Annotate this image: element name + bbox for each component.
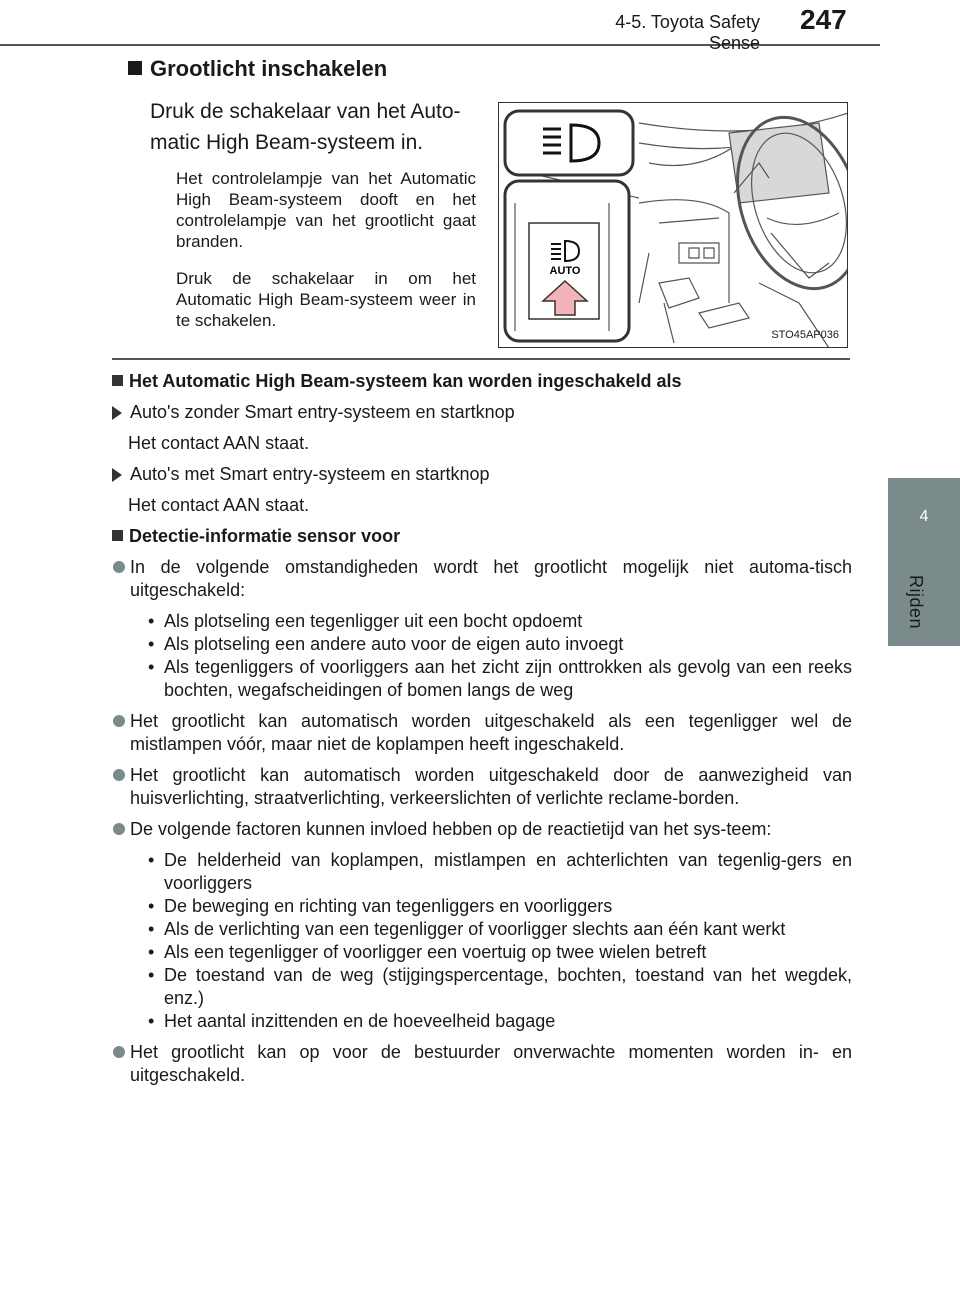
note-indicator: Het controlelampje van het Automatic High Beam-systeem dooft en het controlelampje van het grootlicht gaat branden. [176, 169, 476, 251]
sub-list-item: • Als de verlichting van een tegenligger of voorligger slechts aan één kant werkt [148, 918, 852, 941]
list-item: Het grootlicht kan automatisch worden uitgeschakeld als een tegenligger wel de mistlampen vóór, maar niet de koplampen heeft ingeschakeld. [112, 710, 852, 756]
arrow-bullet-icon [112, 468, 122, 482]
list-item: Het grootlicht kan automatisch worden uitgeschakeld door de aanwezigheid van huisverlichting, straatverlichting, verkeerslichten of verlichte reclame-borden. [112, 764, 852, 810]
chapter-number: 4 [919, 508, 929, 525]
square-bullet-icon [112, 375, 123, 386]
circle-bullet-icon [113, 1046, 125, 1058]
notes-content [112, 370, 852, 1095]
circle-bullet-icon [113, 715, 125, 727]
list-item: De volgende factoren kunnen invloed hebben op de reactietijd van het sys-teem: [112, 818, 852, 841]
circle-bullet-icon [113, 561, 125, 573]
arrow-bullet-icon [112, 406, 122, 420]
circle-bullet-icon [113, 823, 125, 835]
square-bullet-icon [128, 61, 142, 75]
sub-list-item: • Als tegenliggers of voorliggers aan het zicht zijn onttrokken als gevolg van een reeks bochten, wegafscheidingen of bomen langs de weg [148, 656, 852, 702]
square-bullet-icon [112, 530, 123, 541]
list-item: Auto's met Smart entry-systeem en startknop [112, 463, 852, 486]
section-divider [112, 358, 850, 360]
sub-list-item: • Als een tegenligger of voorligger een voertuig op twee wielen betreft [148, 941, 852, 964]
conditions-heading: Het Automatic High Beam-systeem kan worden ingeschakeld als [112, 370, 852, 393]
dashboard-drawing [499, 103, 848, 348]
list-item-text: Het contact AAN staat. [128, 433, 310, 453]
list-item: Het grootlicht kan op voor de bestuurder onverwachte momenten worden in- en uitgeschakeld. [112, 1041, 852, 1087]
section-title: 4-5. Toyota Safety Sense [615, 12, 760, 53]
sub-list [112, 610, 852, 702]
instruction-text: Druk de schakelaar van het Auto-matic High Beam-systeem in. [150, 100, 461, 154]
sub-list-item: • Als plotseling een andere auto voor de eigen auto invoegt [148, 633, 852, 656]
list-item: In de volgende omstandigheden wordt het grootlicht mogelijk niet automa-tisch uitgeschakeld: [112, 556, 852, 602]
section-heading: Grootlicht inschakelen [128, 56, 387, 82]
sub-list-item: • De beweging en richting van tegenliggers en voorliggers [148, 895, 852, 918]
auto-label: AUTO [549, 265, 581, 277]
dashboard-illustration [498, 102, 848, 348]
sub-list-item: • Het aantal inzittenden en de hoeveelheid bagage [148, 1010, 852, 1033]
list-item-text: Het contact AAN staat. [128, 495, 310, 515]
sub-list-item: • De toestand van de weg (stijgingspercentage, bochten, toestand van het wegdek, enz.) [148, 964, 852, 1010]
sub-list [112, 849, 852, 1033]
page-number: 247 [800, 4, 847, 35]
sub-list-item: • Als plotseling een tegenligger uit een bocht opdoemt [148, 610, 852, 633]
figure-code: STO45AP036 [771, 329, 839, 341]
sub-list-item: • De helderheid van koplampen, mistlampen en achterlichten van tegenlig-gers en voorliggers [148, 849, 852, 895]
circle-bullet-icon [113, 769, 125, 781]
list-item: Auto's zonder Smart entry-systeem en startknop [112, 401, 852, 424]
note-reenable: Druk de schakelaar in om het Automatic High Beam-systeem weer in te schakelen. [176, 269, 476, 330]
detection-heading: Detectie-informatie sensor voor [112, 525, 852, 548]
chapter-label: Rijden [906, 575, 926, 630]
